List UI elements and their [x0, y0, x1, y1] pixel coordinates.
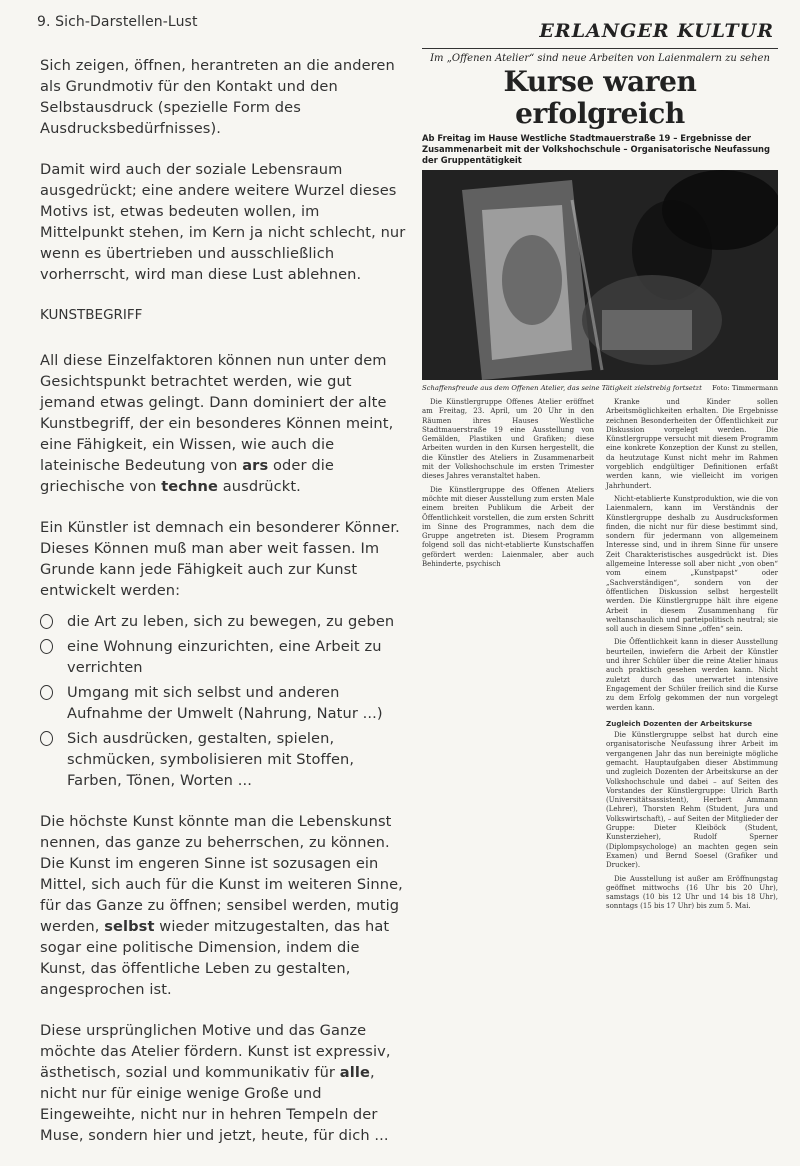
essay-column: [37, 12, 408, 1166]
circle-bullet-icon: [40, 614, 53, 629]
list-item: [40, 636, 408, 678]
paragraph: Damit wird auch der soziale Lebensraum ausgedrückt; eine andere weitere Wurzel dieses Motivs ist, etwas bedeuten wollen, im Mittelpunkt stehen, im Kern ja nicht schlecht, nur wenn es übertrieben und ausschließlich vorherrscht, wird man diese Lust ablehnen.: [40, 161, 406, 283]
article-paragraph: Die Künstlergruppe des Offenen Ateliers möchte mit dieser Ausstellung zum ersten Male einem breiten Publikum die Arbeit der Öffentlichkeit vorstellen, die zum ersten Schritt im Sinne des Programmes, nach dem die Gruppe angetreten ist. Diesem Programm folgend soll das nicht-etablierte Kunstschaffen gefördert werden: Laienmaler, aber auch Behinderte, psychisch: [422, 485, 594, 569]
newspaper-clipping: [422, 14, 778, 916]
newspaper-masthead: ERLANGER KULTUR: [422, 14, 778, 49]
list-item-text: die Art zu leben, sich zu bewegen, zu geben: [67, 613, 395, 630]
article-body: [422, 398, 778, 916]
photo-illustration: [422, 170, 778, 380]
section-heading: 9. Sich-Darstellen-Lust: [37, 14, 198, 30]
text-run: Diese ursprünglichen Motive und das Ganze möchte das Atelier fördern. Kunst ist expressiv, ästhetisch, sozial und kommunikativ für: [40, 1022, 391, 1081]
photo-credit: Foto: Timmermann: [712, 384, 778, 392]
text-run: ausdrückt.: [222, 478, 301, 495]
article-paragraph: Die Ausstellung ist außer am Eröffnungstag geöffnet mittwochs (16 Uhr bis 20 Uhr), samstags (10 bis 12 Uhr und 14 bis 18 Uhr), sonntags (15 bis 17 Uhr) bis zum 5. Mai.: [606, 874, 778, 911]
paragraph: [40, 350, 408, 497]
bullet-list: [40, 611, 408, 791]
list-item: [40, 728, 408, 791]
bold-word: selbst: [104, 918, 155, 935]
article-column: [422, 398, 594, 916]
photo-caption-row: [422, 384, 778, 392]
bold-word: alle: [339, 1064, 370, 1081]
paragraph: Sich zeigen, öffnen, herantreten an die anderen als Grundmotiv für den Kontakt und den Selbstausdruck (spezielle Form des Ausdrucksbedürfnisses).: [40, 57, 395, 137]
text-run: Die höchste Kunst könnte man die Lebenskunst nennen, das ganze zu beherrschen, zu können. Die Kunst im engeren Sinne ist sozusagen ein Mittel, sich auch für die Kunst im weiteren Sinne, für das Ganze zu öffnen; sensibel werden, mutig werden,: [40, 813, 403, 935]
subheading-kunstbegriff: KUNSTBEGRIFF: [40, 307, 143, 323]
article-paragraph: Die Künstlergruppe Offenes Atelier eröffnet am Freitag, 23. April, um 20 Uhr in den Räumen ihres Hauses Westliche Stadtmauerstraße 19 eine Ausstellung von Gemälden, Plastiken und Grafiken; diese Arbeiten wurden in den Kursen hergestellt, die die Künstler des Ateliers in Zusammenarbeit mit der Volkshochschule im ersten Trimester dieses Jahres veranstaltet haben.: [422, 398, 594, 481]
article-paragraph: Die Öffentlichkeit kann in dieser Ausstellung beurteilen, inwiefern die Arbeit der Künstler und ihrer Schüler über die reine Atelier hinaus auch praktisch gesehen werden kann. Nicht zuletzt durch das unerwartet intensive Engagement der Schüler freilich sind die Kurse zu dem Erfolg gekommen der nun vorgelegt werden kann.: [606, 638, 778, 712]
bold-word: techne: [161, 478, 218, 495]
article-subheading: Zugleich Dozenten der Arbeitskurse: [606, 718, 753, 728]
paragraph: [40, 1020, 408, 1146]
article-photo: [422, 170, 778, 380]
article-paragraph: Kranke und Kinder sollen Arbeitsmöglichkeiten erhalten. Die Ergebnisse zeichnen Besonderheiten der Öffentlichkeit zur Diskussion vorgelegt werden. Die Künstlergruppe versucht mit diesem Programm eine konkrete Konzeption der Kunst zu stellen, da heutzutage Kunst nicht mehr im Rahmen vorgeblich endgültiger Definitionen erfaßt werden kann, wie vielleicht im vorigen Jahrhundert.: [606, 398, 778, 490]
paragraph: Ein Künstler ist demnach ein besonderer Könner. Dieses Können muß man aber weit fassen. Im Grunde kann jede Fähigkeit auch zur Kunst entwickelt werden:: [40, 519, 400, 599]
list-item: [40, 611, 408, 632]
article-paragraph: Nicht-etablierte Kunstproduktion, wie die von Laienmalern, kann im Verständnis der Künstlergruppe deshalb zu Ausdrucksformen finden, die nicht nur für diese bestimmt sind, sondern für jedermann von allgemeinem Interesse sind, und in ihrem Sinne für unsere Zeit Charakteristisches ausgedrückt ist. Dies allgemeine Interesse soll aber nicht „von oben“ vom einem „Kunstpapst“ oder „Sachverständigen“, sondern von der öffentlichen Diskussion selbst hergestellt werden. Die Künstlergruppe hält ihre eigene Arbeit in diesem Zusammenhang für weltanschaulich und parteipolitisch neutral; sie soll auch in diesem Sinne „offen“ sein.: [606, 494, 778, 634]
article-headline: Kurse waren erfolgreich: [503, 65, 697, 130]
list-item-text: Umgang mit sich selbst und anderen Aufnahme der Umwelt (Nahrung, Natur ...): [67, 684, 383, 722]
text-run: wieder mitzugestalten, das hat sogar eine politische Dimension, indem die Kunst, das öffentliche Leben zu gestalten, angesprochen ist.: [40, 918, 390, 998]
article-kicker: Im „Offenen Atelier“ sind neue Arbeiten von Laienmalern zu sehen: [430, 53, 770, 64]
photo-caption: Schaffensfreude aus dem Offenen Atelier, das seine Tätigkeit zielstrebig fortsetzt: [422, 384, 702, 392]
circle-bullet-icon: [40, 639, 53, 654]
circle-bullet-icon: [40, 731, 53, 746]
bold-word: ars: [242, 457, 269, 474]
list-item: [40, 682, 408, 724]
paragraph: [40, 811, 408, 1000]
article-deck: Ab Freitag im Hause Westliche Stadtmauerstraße 19 – Ergebnisse der Zusammenarbeit mit der Volkshochschule – Organisatorische Neufassung der Gruppentätigkeit: [422, 133, 771, 165]
list-item-text: Sich ausdrücken, gestalten, spielen, schmücken, symbolisieren mit Stoffen, Farben, Tönen, Worten ...: [67, 730, 355, 789]
text-run: oder die griechische von: [40, 457, 334, 495]
text-run: , nicht nur für einige wenige Große und Eingeweihte, nicht nur in hehren Tempeln der Muse, sondern hier und jetzt, heute, für dich ...: [40, 1064, 389, 1144]
text-run: All diese Einzelfaktoren können nun unter dem Gesichtspunkt betrachtet werden, wie gut jemand etwas gelingt. Dann dominiert der alte Kunstbegriff, der ein besonderes Können meint, eine Fähigkeit, ein Wissen, wie auch die lateinische Bedeutung von: [40, 352, 394, 474]
list-item-text: eine Wohnung einzurichten, eine Arbeit zu verrichten: [67, 638, 382, 676]
article-paragraph: Die Künstlergruppe selbst hat durch eine organisatorische Neufassung ihrer Arbeit im vergangenen Jahr das nun bereinigte mögliche gemacht. Hauptaufgaben dieser Abstimmung und zugleich Dozenten der Arbeitskurse an der Volkshochschule und dabei – auf Seiten des Vorstandes der Künstlergruppe: Ulrich Barth (Universitätsassistent), Herbert Ammann (Lehrer), Thorsten Rehm (Student, Jura und Volkswirtschaft), – auf Seiten der Mitglieder der Gruppe: Dieter Kleiböck (Student, Kunsterzieher), Rudolf Sperner (Diplompsychologe) an machten gegen sein Examen) und Bernd Soesel (Grafiker und Drucker).: [606, 731, 778, 870]
circle-bullet-icon: [40, 685, 53, 700]
article-column: [606, 398, 778, 916]
